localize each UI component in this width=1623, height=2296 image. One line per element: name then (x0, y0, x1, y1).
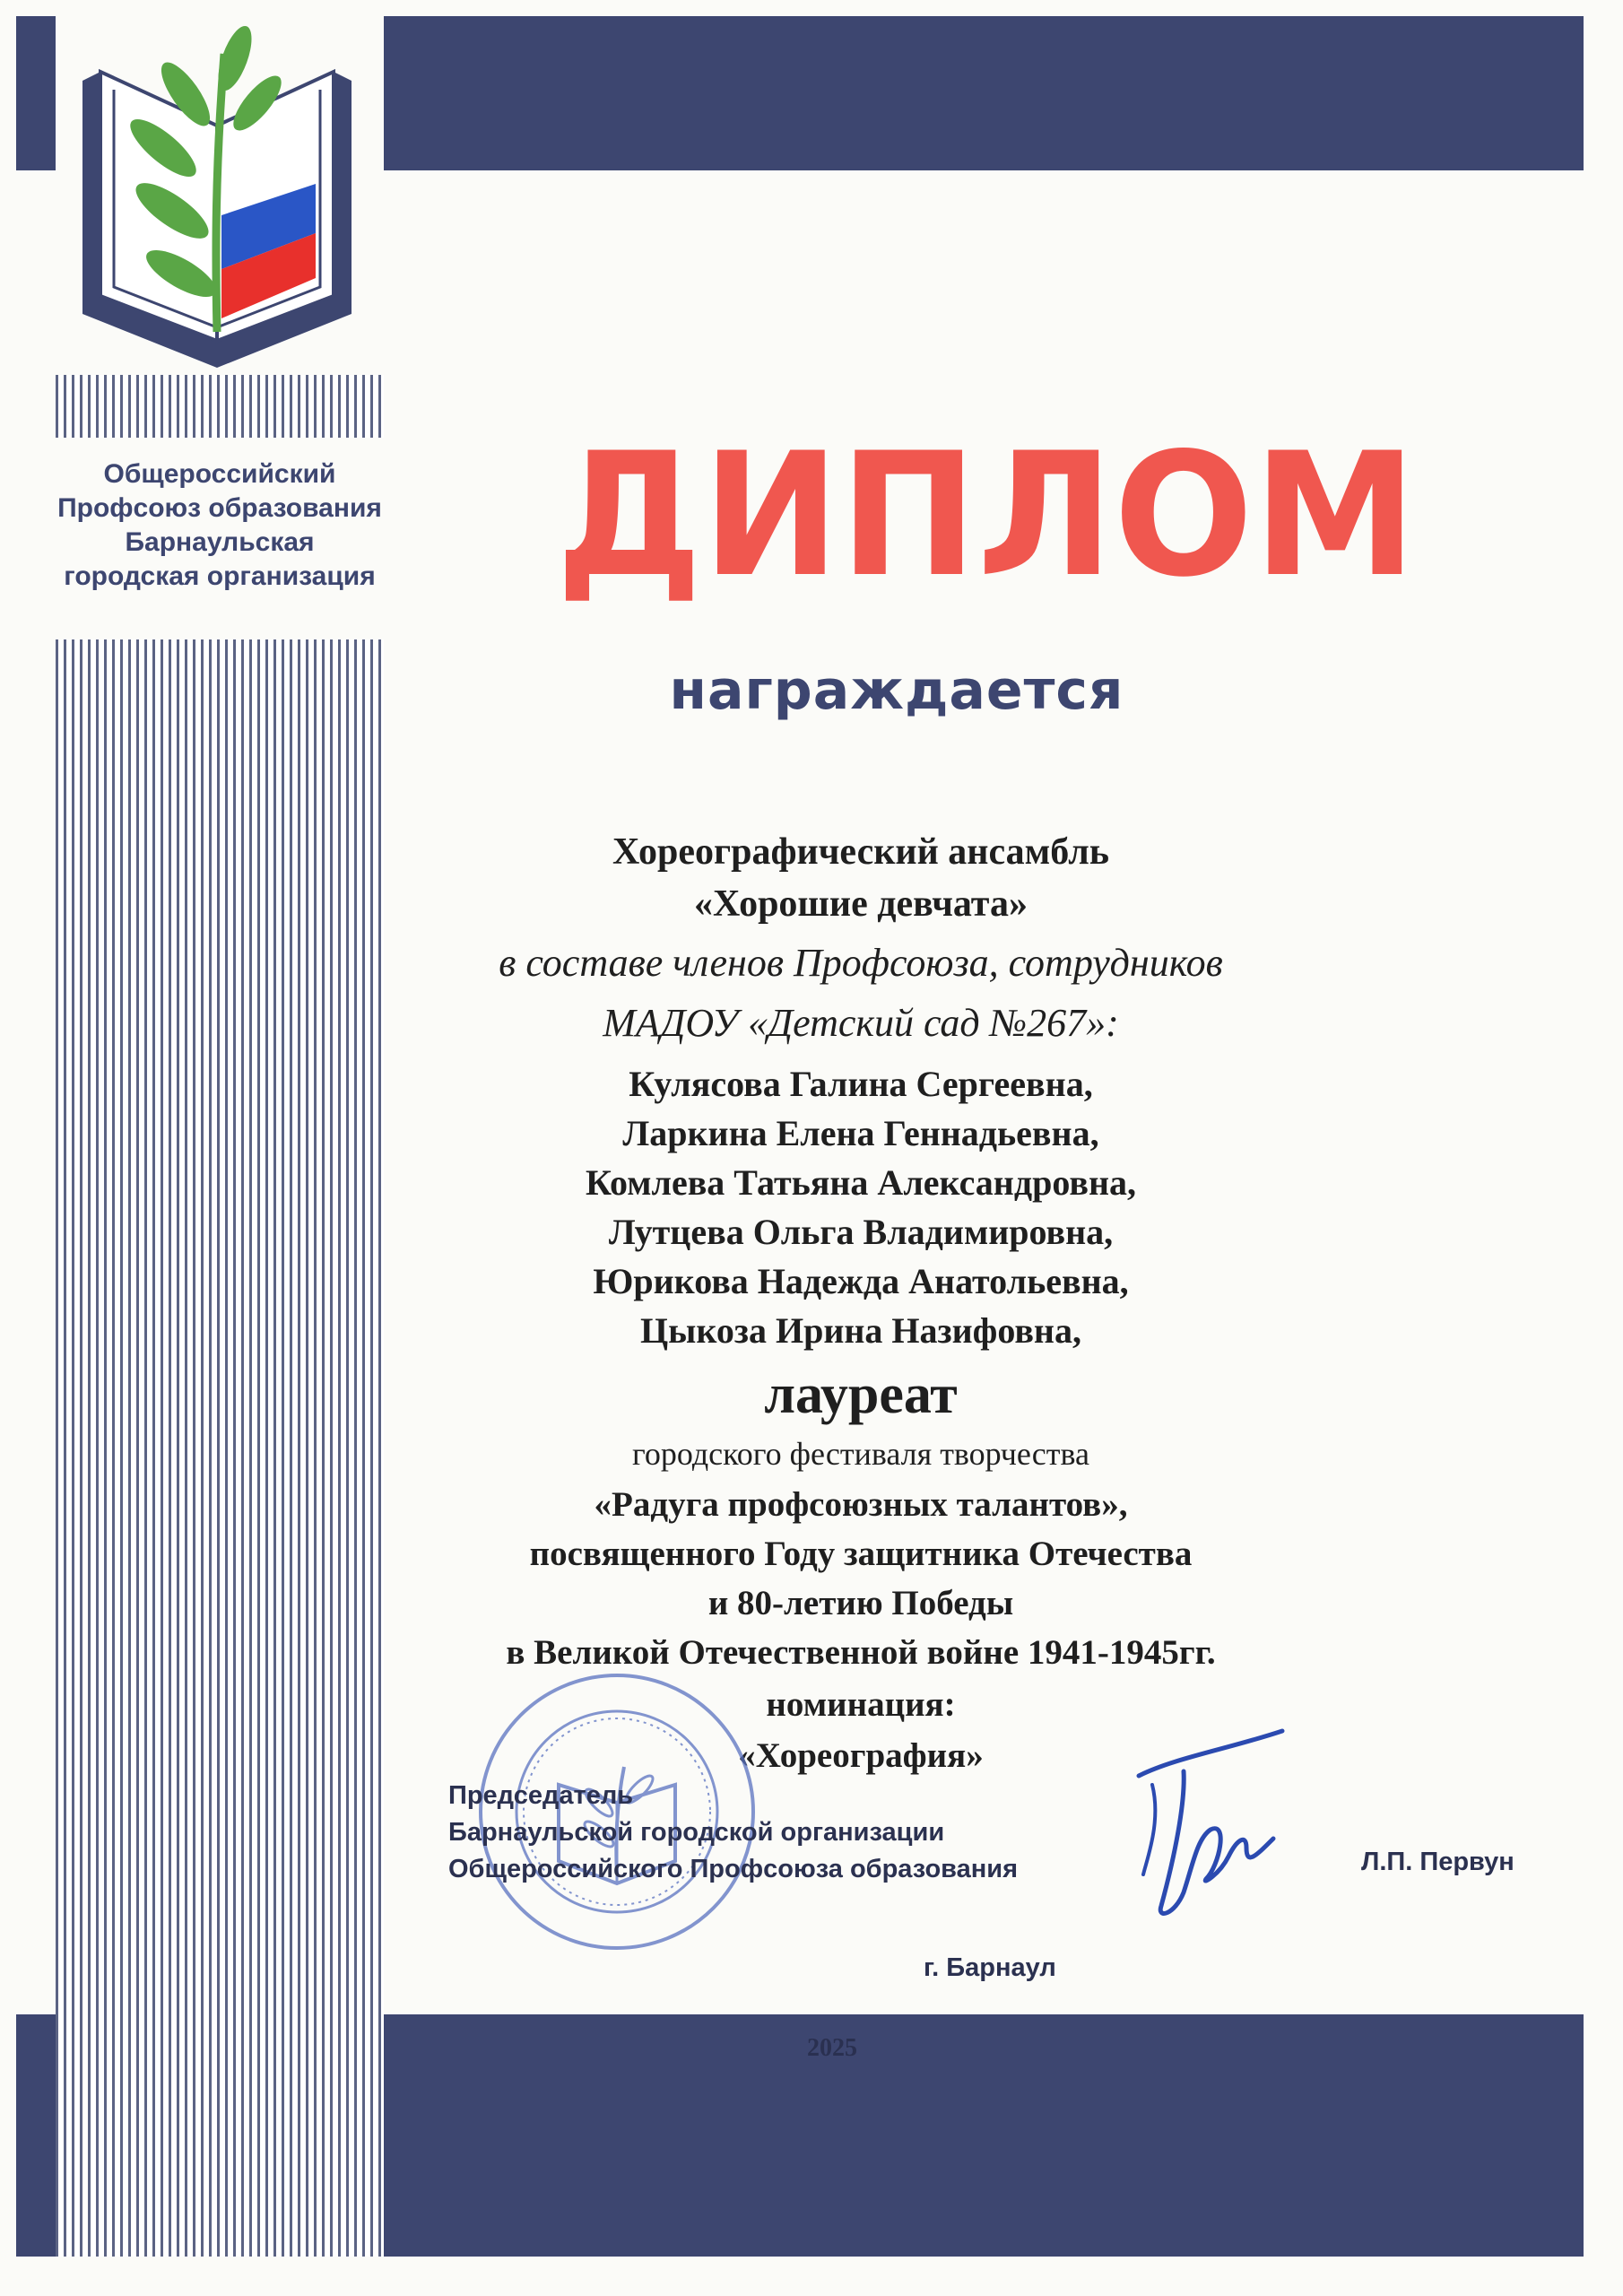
chairman-line-3: Общероссийского Профсоюза образования (448, 1855, 1019, 1883)
ensemble-name-line2: «Хорошие девчата» (694, 883, 1028, 925)
member-1: Кулясова Галина Сергеевна, (629, 1064, 1093, 1104)
org-line-3: Барнаульская (125, 527, 315, 557)
chairman-title (448, 1778, 1018, 1888)
member-2: Ларкина Елена Геннадьевна, (622, 1113, 1099, 1153)
dedication-line3: в Великой Отечественной войне 1941-1945гг. (506, 1633, 1216, 1672)
organization-name (56, 457, 384, 594)
chairman-line-2: Барнаульской городской организации (448, 1818, 945, 1847)
union-emblem-icon (65, 18, 369, 377)
member-4: Лутцева Ольга Владимировна, (608, 1212, 1114, 1252)
nomination-value: «Хореография» (738, 1736, 984, 1775)
org-line-4: городская организация (64, 561, 376, 591)
chairman-line-1: Председатель (448, 1781, 634, 1810)
awarded-heading: награждается (669, 659, 1124, 722)
org-line-2: Профсоюз образования (57, 493, 382, 523)
city: г. Барнаул (924, 1953, 1056, 1982)
year: 2025 (807, 2034, 857, 2062)
member-6: Цыкоза Ирина Назифовна, (640, 1310, 1081, 1351)
award-rank: лауреат (764, 1364, 958, 1425)
festival-line: городского фестиваля творчества (632, 1436, 1089, 1472)
member-5: Юрикова Надежда Анатольевна, (593, 1261, 1129, 1301)
signer-name: Л.П. Первун (1361, 1848, 1515, 1876)
member-3: Комлева Татьяна Александровна, (586, 1162, 1136, 1203)
ensemble-name-line1: Хореографический ансамбль (612, 831, 1109, 873)
diploma-title (538, 422, 1435, 601)
bottom-decor-band (16, 2014, 1584, 2257)
diploma-title-text: ДИПЛОМ (556, 422, 1417, 601)
dedication-line2: и 80-летию Победы (707, 1584, 1014, 1622)
handwritten-signature (1121, 1722, 1300, 1937)
dedication-line1: посвященного Году защитника Отечества (529, 1535, 1193, 1573)
nomination-label: номинация: (766, 1685, 956, 1724)
composition-line2: МАДОУ «Детский сад №267»: (603, 1001, 1119, 1045)
festival-name: «Радуга профсоюзных талантов», (594, 1485, 1128, 1524)
composition-line1: в составе членов Профсоюза, сотрудников (499, 941, 1223, 985)
org-line-1: Общероссийский (103, 459, 336, 489)
